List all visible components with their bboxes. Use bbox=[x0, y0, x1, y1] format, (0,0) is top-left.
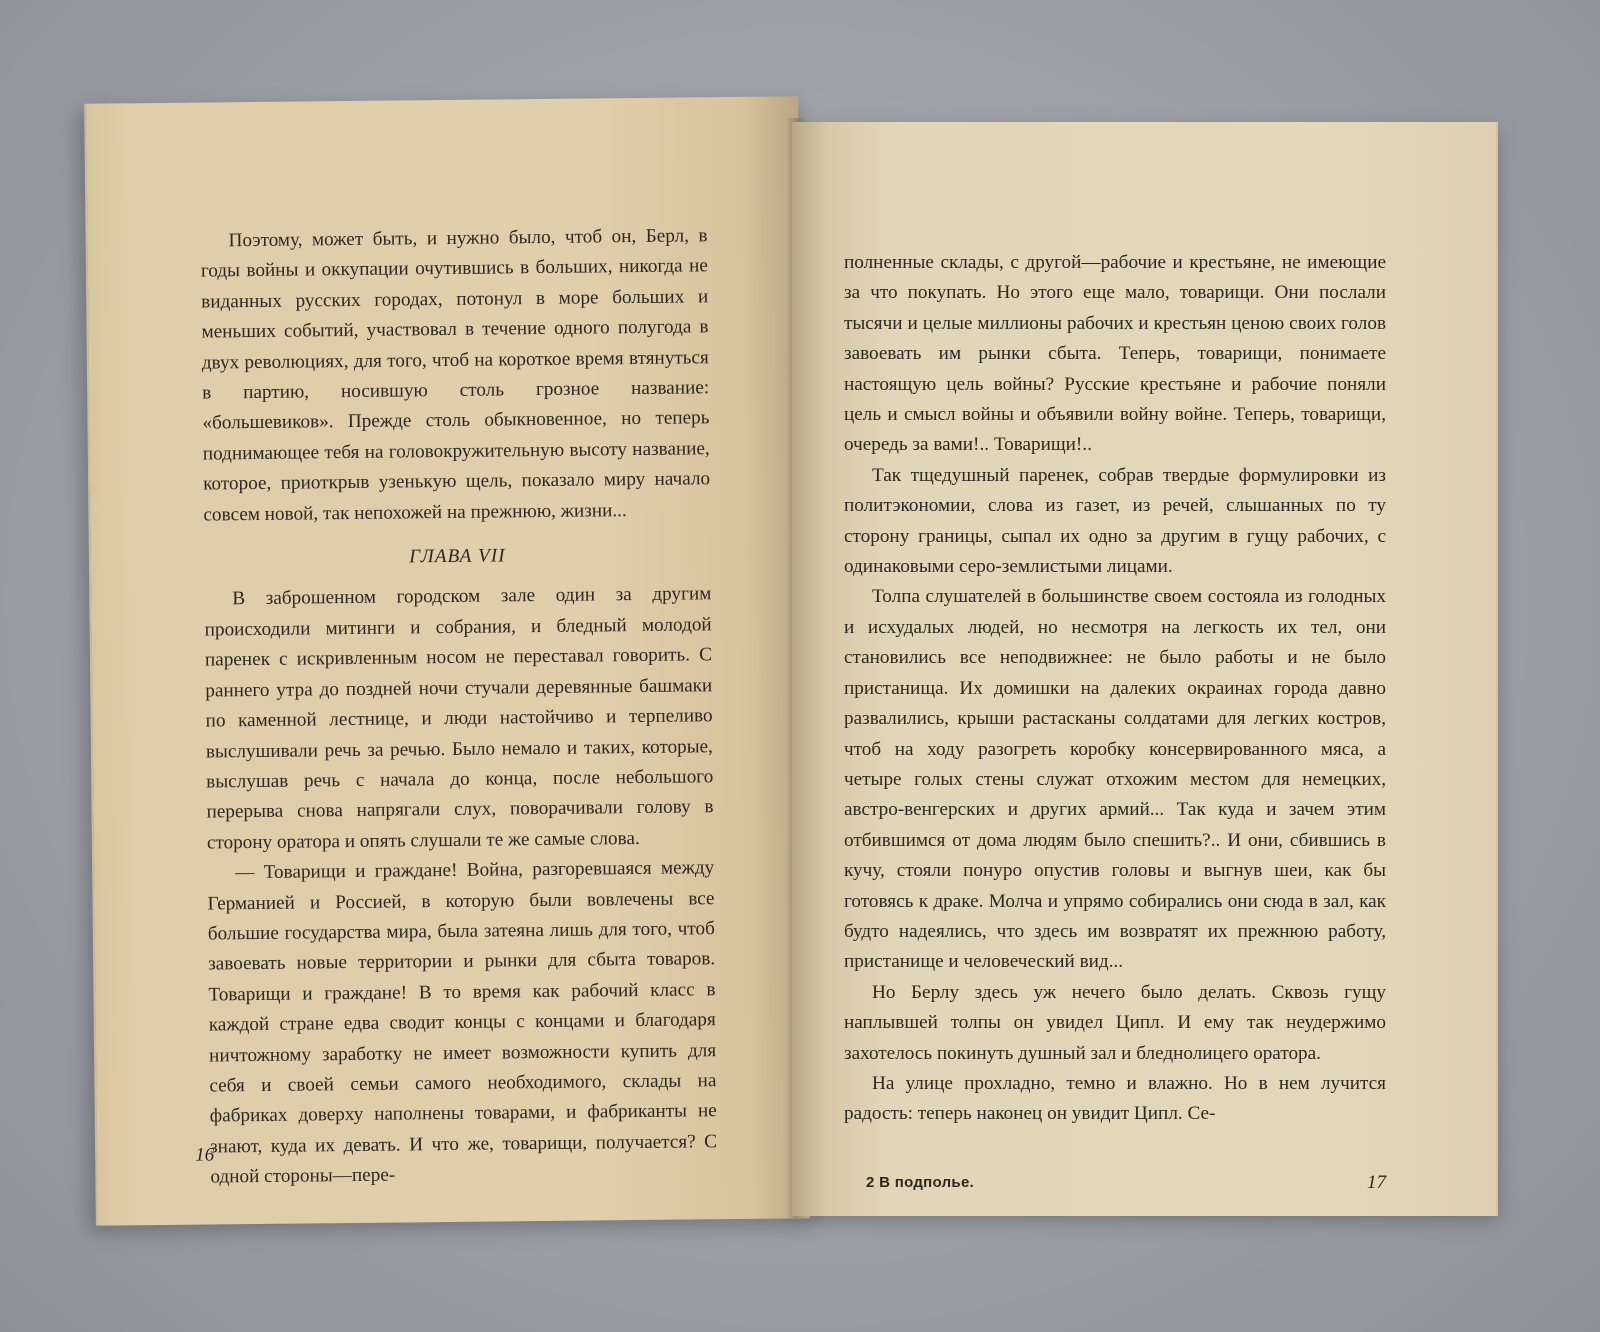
right-paragraph-2: Толпа слушателей в большинстве своем состояла из голодных и исхудалых людей, но несмотря на легкость их тел, они становились все неподвижнее: не было работы и не было пристанища. Их домишки на далеких окраинах города давно развалились, крыши растасканы солдатами для легких костров, чтоб на ходу разогреть коробку консервированного мяса, а четыре голых стены служат отхожим местом для немецких, австро-венгерских и других армий... Так куда и зачем этим отбившимся от дома людям было спешить?.. И они, сбившись в кучу, стояли понуро опустив головы и выгнув шеи, как бы готовясь к драке. Молча и упрямо собирались они сюда в зал, как будто надеялись, что здесь им возвратят их прежнюю работу, пристанище и человеческий вид... bbox=[844, 586, 1386, 973]
right-paragraph-1: Так тщедушный паренек, собрав твердые формулировки из политэкономии, слова из газет, из речей, слышанных по ту сторону границы, сыпал их одно за другим в гущу рабочих, с одинаковыми серо-землистыми лицами. bbox=[844, 464, 1386, 578]
right-continuation: полненные склады, с другой—рабочие и крестьяне, не имеющие за что покупать. Но этого еще мало, товарищи. Они послали тысячи и целые миллионы рабочих и крестьян ценою своих голов завоевать им рынки сбыта. Теперь, товарищи, понимаете настоящую цель войны? Русские крестьяне и рабочие поняли цель и смысл войны и объявили войну войне. Теперь, товарищи, очередь за вами!.. Товарищи!.. bbox=[844, 252, 1386, 456]
right-page-number: 17 bbox=[1367, 1172, 1386, 1193]
right-page bbox=[792, 122, 1498, 1216]
chapter-heading: ГЛАВА VII bbox=[409, 545, 506, 568]
right-paragraph-4: На улице прохладно, темно и влажно. Но в нем лучится радость: теперь наконец он увидит Ципл. Се- bbox=[844, 1072, 1386, 1125]
left-paragraph-1: Поэтому, может быть, и нужно было, чтоб он, Берл, в годы войны и оккупации очутившись в больших, никогда не виданных русских городах, потонул в море больших и меньших событий, участвовал в течение одного полугода в двух революциях, для того, чтоб на короткое время втянуться в партию, носившую столь грозное название: «большевиков». Прежде столь обыкновенное, но теперь поднимающее тебя на головокружительную высоту название, которое, приоткрыв узенькую щель, показало миру начало совсем новой, так непохожей на прежнюю, жизни... bbox=[200, 225, 711, 526]
left-paragraph-3: — Товарищи и граждане! Война, разгоревшаяся между Германией и Россией, в которую были вовлечены все большие государства мира, была затеяна лишь для того, чтоб завоевать новые территории и рынки для сбыта товаров. Товарищи и граждане! В то время как рабочий класс в каждой стране едва сводит концы с концами и благодаря ничтожному заработку не имеет возможности купить для себя и своей семьи самого необходимого, склады на фабриках доверху наполнены товарами, и фабриканты не знают, куда их девать. И что же, товарищи, получается? С одной стороны—пере- bbox=[207, 857, 718, 1188]
left-page-number: 16 bbox=[195, 1144, 215, 1166]
left-page bbox=[84, 96, 810, 1225]
left-paragraph-2: В заброшенном городском зале один за другим происходили митинги и собрания, и бледный молодой паренек с искривленным носом не переставал говорить. С раннего утра до поздней ночи стучали деревянные башмаки по каменной лестнице, и люди настойчиво и терпеливо выслушивали речь за речью. Было немало и таких, которые, выслушав речь с начала до конца, после небольшого перерыва снова напрягали слух, поворачивали голову в сторону оратора и опять слушали те же самые слова. bbox=[204, 583, 714, 854]
right-paragraph-3: Но Берлу здесь уж нечего было делать. Сквозь гущу наплывшей толпы он увидел Ципл. И ему так неудержимо захотелось покинуть душный зал и бледнолицего оратора. bbox=[844, 981, 1386, 1064]
signature-mark: 2 В подполье. bbox=[866, 1174, 975, 1191]
right-page-footer bbox=[852, 1168, 1386, 1198]
